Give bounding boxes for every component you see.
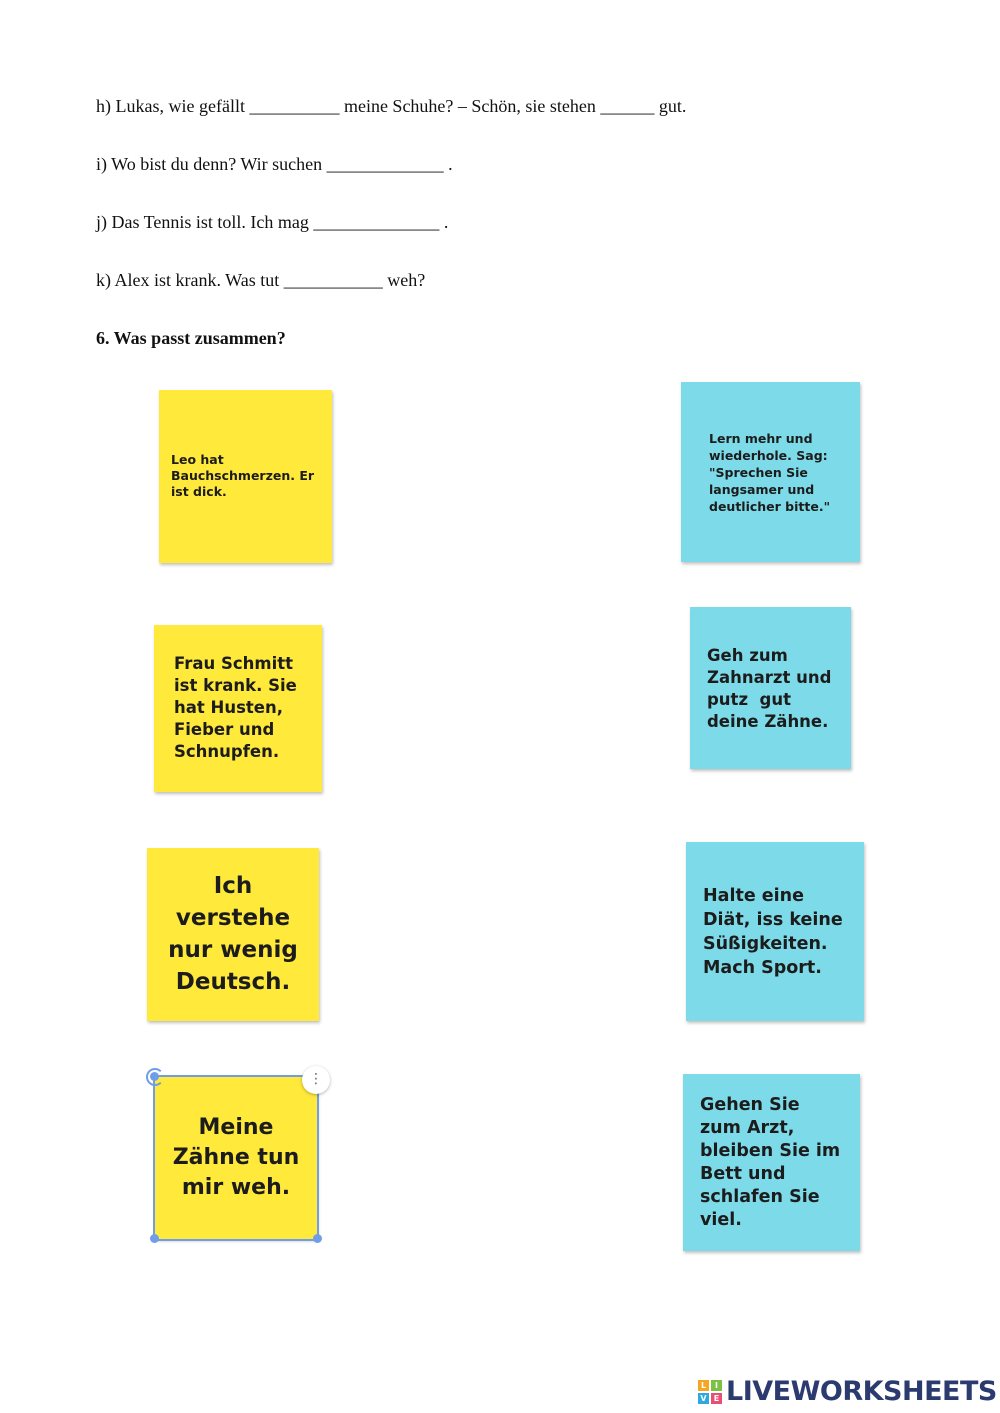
card-line: Lern mehr und bbox=[709, 431, 813, 446]
exercise-line-i: i) Wo bist du denn? Wir suchen _____________ . bbox=[96, 154, 453, 174]
match-card-left-3[interactable] bbox=[147, 848, 319, 1021]
card-line: ist krank. Sie bbox=[174, 676, 297, 695]
resize-handle-bottom-left[interactable] bbox=[150, 1234, 159, 1243]
card-line: mir weh. bbox=[181, 1175, 291, 1200]
exercise-line-j: j) Das Tennis ist toll. Ich mag ______________ . bbox=[96, 212, 449, 232]
card-line: Schnupfen. bbox=[174, 742, 280, 761]
card-line: ist dick. bbox=[171, 484, 227, 499]
card-line: Meine bbox=[198, 1115, 274, 1140]
card-line: langsamer und bbox=[709, 482, 815, 497]
match-card-right-1[interactable] bbox=[681, 382, 860, 562]
match-card-right-2[interactable] bbox=[690, 607, 851, 769]
card-line: bleiben Sie im bbox=[700, 1141, 841, 1161]
match-card-left-4[interactable] bbox=[155, 1077, 317, 1239]
card-line: zum Arzt, bbox=[700, 1118, 795, 1138]
card-line: Deutsch. bbox=[175, 969, 291, 995]
card-line: Zahnarzt und bbox=[707, 668, 832, 687]
card-line: deine Zähne. bbox=[707, 712, 829, 731]
resize-handle-bottom-right[interactable] bbox=[313, 1234, 322, 1243]
match-card-right-4[interactable] bbox=[683, 1074, 860, 1251]
liveworksheets-logo bbox=[698, 1376, 997, 1407]
resize-handle-top-left[interactable] bbox=[150, 1072, 159, 1081]
card-line: Leo hat bbox=[171, 452, 224, 467]
more-options-icon[interactable]: ⋮ bbox=[302, 1066, 330, 1094]
card-line: Bett und bbox=[700, 1164, 786, 1184]
card-line: "Sprechen Sie bbox=[709, 465, 808, 480]
card-line: deutlicher bitte." bbox=[709, 499, 831, 514]
card-line: Süßigkeiten. bbox=[703, 934, 828, 954]
match-card-right-3[interactable] bbox=[686, 842, 864, 1021]
exercise-line-h: h) Lukas, wie gefällt __________ meine Schuhe? – Schön, sie stehen ______ gut. bbox=[96, 96, 687, 116]
card-line: Diät, iss keine bbox=[703, 910, 843, 930]
card-line: putz gut bbox=[707, 690, 791, 709]
card-line: Bauchschmerzen. Er bbox=[171, 468, 315, 483]
card-line: Frau Schmitt bbox=[174, 654, 294, 673]
card-line: Ich bbox=[213, 873, 253, 899]
liveworksheets-logo-icon: L I V E bbox=[698, 1380, 722, 1404]
card-line: Mach Sport. bbox=[703, 958, 822, 978]
exercise-line-k: k) Alex ist krank. Was tut ___________ weh? bbox=[96, 270, 426, 290]
match-card-left-1[interactable] bbox=[159, 390, 332, 563]
card-line: wiederhole. Sag: bbox=[709, 448, 828, 463]
card-line: viel. bbox=[700, 1210, 742, 1230]
card-line: Gehen Sie bbox=[700, 1095, 800, 1115]
match-card-left-2[interactable] bbox=[154, 625, 322, 792]
card-line: Geh zum bbox=[707, 646, 788, 665]
card-line: Fieber und bbox=[174, 720, 275, 739]
exercise-6-heading: 6. Was passt zusammen? bbox=[96, 328, 286, 348]
card-line: schlafen Sie bbox=[700, 1187, 820, 1207]
card-line: verstehe bbox=[175, 905, 291, 931]
logo-text: LIVEWORKSHEETS bbox=[726, 1376, 997, 1407]
card-line: Halte eine bbox=[703, 886, 804, 906]
card-line: Zähne tun bbox=[172, 1145, 300, 1170]
card-line: hat Husten, bbox=[174, 698, 283, 717]
card-line: nur wenig bbox=[168, 937, 298, 963]
